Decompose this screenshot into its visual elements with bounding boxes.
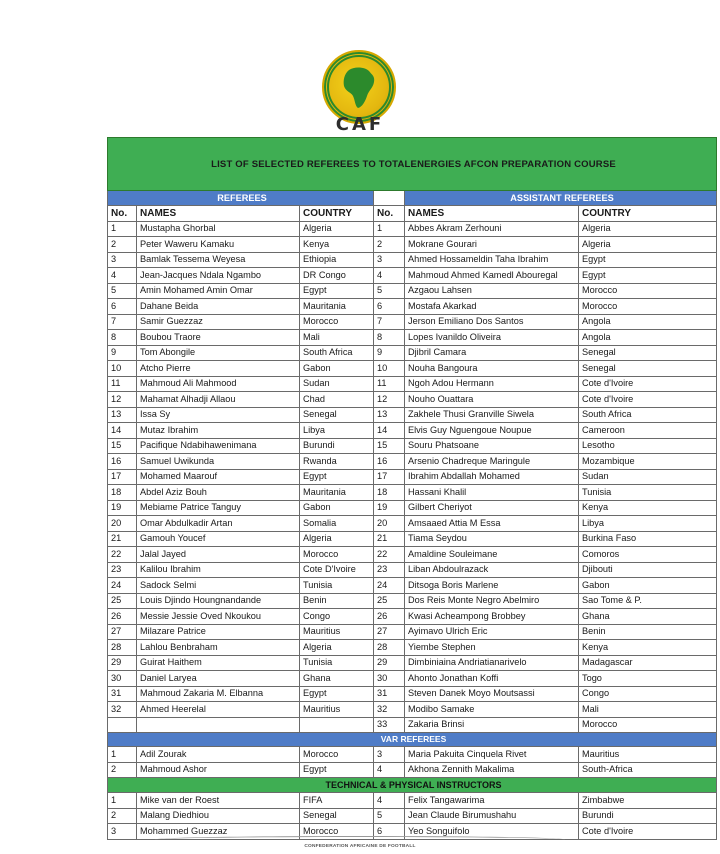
assistant-country: Algeria — [579, 221, 717, 237]
table-row — [108, 640, 717, 656]
var-referees-country-right: South-Africa — [579, 762, 717, 778]
assistant-name: Tiama Seydou — [405, 531, 579, 547]
referee-name: Peter Waweru Kamaku — [137, 237, 300, 253]
assistant-name: Ayimavo Ulrich Eric — [405, 624, 579, 640]
referee-no: 10 — [108, 361, 137, 377]
assistant-country: Senegal — [579, 345, 717, 361]
referee-country: Morocco — [300, 314, 374, 330]
technical-instructors-row — [108, 808, 717, 824]
assistant-no: 7 — [374, 314, 405, 330]
assistant-no: 3 — [374, 252, 405, 268]
referee-country: Egypt — [300, 686, 374, 702]
assistant-no: 26 — [374, 609, 405, 625]
assistant-name: Gilbert Cheriyot — [405, 500, 579, 516]
assistant-no: 14 — [374, 423, 405, 439]
assistant-name: Kwasi Acheampong Brobbey — [405, 609, 579, 625]
referee-name: Milazare Patrice — [137, 624, 300, 640]
referee-no: 13 — [108, 407, 137, 423]
referee-name: Jean-Jacques Ndala Ngambo — [137, 268, 300, 284]
referee-name: Amin Mohamed Amin Omar — [137, 283, 300, 299]
referees-header: REFEREES — [108, 191, 374, 206]
referee-country: Chad — [300, 392, 374, 408]
assistant-no: 15 — [374, 438, 405, 454]
table-row — [108, 407, 717, 423]
referee-no: 16 — [108, 454, 137, 470]
assistant-no: 13 — [374, 407, 405, 423]
referee-no: 27 — [108, 624, 137, 640]
referee-country: Gabon — [300, 361, 374, 377]
referee-name: Atcho Pierre — [137, 361, 300, 377]
assistant-country: Mali — [579, 702, 717, 718]
referee-country: Burundi — [300, 438, 374, 454]
table-row — [108, 345, 717, 361]
assistant-name: Nouho Ouattara — [405, 392, 579, 408]
referee-country: Mauritius — [300, 624, 374, 640]
referee-no: 11 — [108, 376, 137, 392]
assistant-country: Sao Tome & P. — [579, 593, 717, 609]
table-row — [108, 252, 717, 268]
col-no-left: No. — [108, 206, 137, 222]
referee-country: South Africa — [300, 345, 374, 361]
assistant-name: Ahmed Hossameldin Taha Ibrahim — [405, 252, 579, 268]
assistant-no: 19 — [374, 500, 405, 516]
assistant-name: Zakhele Thusi Granville Siwela — [405, 407, 579, 423]
var-referees-no-right: 4 — [374, 762, 405, 778]
caf-logo-text: CAF — [335, 114, 385, 135]
referee-name: Lahlou Benbraham — [137, 640, 300, 656]
referee-no: 20 — [108, 516, 137, 532]
assistant-no: 25 — [374, 593, 405, 609]
footer-arc — [155, 836, 565, 843]
referee-no: 5 — [108, 283, 137, 299]
assistant-name: Steven Danek Moyo Moutsassi — [405, 686, 579, 702]
assistant-country: Kenya — [579, 500, 717, 516]
table-row — [108, 469, 717, 485]
referee-name: Gamouh Youcef — [137, 531, 300, 547]
col-names-left: NAMES — [137, 206, 300, 222]
referee-name: Abdel Aziz Bouh — [137, 485, 300, 501]
table-row — [108, 609, 717, 625]
table-row — [108, 485, 717, 501]
assistant-country: Togo — [579, 671, 717, 687]
assistant-name: Mostafa Akarkad — [405, 299, 579, 315]
referee-name: Jalal Jayed — [137, 547, 300, 563]
assistant-no: 28 — [374, 640, 405, 656]
referee-name: Kalilou Ibrahim — [137, 562, 300, 578]
assistant-no: 12 — [374, 392, 405, 408]
assistant-name: Nouha Bangoura — [405, 361, 579, 377]
assistant-no: 6 — [374, 299, 405, 315]
assistant-country: Benin — [579, 624, 717, 640]
assistant-country: Cote d'Ivoire — [579, 392, 717, 408]
assistant-no: 23 — [374, 562, 405, 578]
table-row — [108, 423, 717, 439]
col-country-right: COUNTRY — [579, 206, 717, 222]
var-referees-row — [108, 762, 717, 778]
referee-country: Somalia — [300, 516, 374, 532]
table-row — [108, 268, 717, 284]
referee-no: 31 — [108, 686, 137, 702]
technical-instructors-no-left: 1 — [108, 793, 137, 809]
table-row — [108, 221, 717, 237]
referee-name: Messie Jessie Oved Nkoukou — [137, 609, 300, 625]
assistant-name: Lopes Ivanildo Oliveira — [405, 330, 579, 346]
assistant-no: 33 — [374, 717, 405, 733]
referee-no — [108, 717, 137, 733]
assistant-country: Morocco — [579, 717, 717, 733]
referee-country: Ethiopia — [300, 252, 374, 268]
assistant-no: 24 — [374, 578, 405, 594]
referee-country: Congo — [300, 609, 374, 625]
referee-no: 3 — [108, 252, 137, 268]
table-row — [108, 562, 717, 578]
assistant-no: 8 — [374, 330, 405, 346]
assistant-no: 31 — [374, 686, 405, 702]
table-row — [108, 717, 717, 733]
referee-name: Mohamed Maarouf — [137, 469, 300, 485]
assistant-country: Burkina Faso — [579, 531, 717, 547]
assistant-country: Cote d'Ivoire — [579, 376, 717, 392]
table-row — [108, 314, 717, 330]
referee-no: 22 — [108, 547, 137, 563]
assistant-no: 11 — [374, 376, 405, 392]
table-row — [108, 531, 717, 547]
referee-no: 30 — [108, 671, 137, 687]
referee-name: Mahmoud Ali Mahmood — [137, 376, 300, 392]
assistant-country: Ghana — [579, 609, 717, 625]
table-row — [108, 500, 717, 516]
referee-no: 7 — [108, 314, 137, 330]
assistant-country: Kenya — [579, 640, 717, 656]
assistant-no: 18 — [374, 485, 405, 501]
technical-instructors-no-right: 6 — [374, 824, 405, 840]
assistant-no: 4 — [374, 268, 405, 284]
table-row — [108, 578, 717, 594]
var-referees-country-left: Egypt — [300, 762, 374, 778]
assistant-no: 16 — [374, 454, 405, 470]
assistant-no: 5 — [374, 283, 405, 299]
referee-name — [137, 717, 300, 733]
referee-no: 23 — [108, 562, 137, 578]
assistant-no: 1 — [374, 221, 405, 237]
referee-name: Mutaz Ibrahim — [137, 423, 300, 439]
assistant-name: Jerson Emiliano Dos Santos — [405, 314, 579, 330]
table-row — [108, 392, 717, 408]
technical-instructors-name-left: Malang Diedhiou — [137, 808, 300, 824]
referee-country: Gabon — [300, 500, 374, 516]
var-referees-no-right: 3 — [374, 747, 405, 763]
assistant-country: Lesotho — [579, 438, 717, 454]
referee-country: Ghana — [300, 671, 374, 687]
var-referees-no-left: 1 — [108, 747, 137, 763]
table-row — [108, 361, 717, 377]
technical-instructors-no-right: 5 — [374, 808, 405, 824]
table-row — [108, 454, 717, 470]
assistant-name: Djibril Camara — [405, 345, 579, 361]
assistant-name: Zakaria Brinsi — [405, 717, 579, 733]
assistant-no: 9 — [374, 345, 405, 361]
referee-no: 24 — [108, 578, 137, 594]
assistant-no: 22 — [374, 547, 405, 563]
referee-country: Egypt — [300, 283, 374, 299]
assistant-name: Liban Abdoulrazack — [405, 562, 579, 578]
technical-instructors-name-right: Jean Claude Birumushahu — [405, 808, 579, 824]
assistant-name: Elvis Guy Nguengoue Noupue — [405, 423, 579, 439]
table-row — [108, 330, 717, 346]
referee-no: 8 — [108, 330, 137, 346]
assistant-country: Gabon — [579, 578, 717, 594]
referee-no: 26 — [108, 609, 137, 625]
technical-instructors-country-right: Cote d'Ivoire — [579, 824, 717, 840]
assistant-country: Morocco — [579, 283, 717, 299]
var-referees-title: VAR REFEREES — [108, 733, 717, 747]
referee-no: 17 — [108, 469, 137, 485]
technical-instructors-name-left: Mike van der Roest — [137, 793, 300, 809]
assistant-country: Congo — [579, 686, 717, 702]
referee-no: 14 — [108, 423, 137, 439]
assistant-name: Arsenio Chadreque Maringule — [405, 454, 579, 470]
table-row — [108, 516, 717, 532]
assistant-country: Djibouti — [579, 562, 717, 578]
assistant-name: Dimbiniaina Andriatianarivelo — [405, 655, 579, 671]
assistant-country: Tunisia — [579, 485, 717, 501]
referee-name: Tom Abongile — [137, 345, 300, 361]
referee-country: Rwanda — [300, 454, 374, 470]
var-referees-name-left: Mahmoud Ashor — [137, 762, 300, 778]
technical-instructors-no-left: 2 — [108, 808, 137, 824]
table-row — [108, 299, 717, 315]
technical-instructors-no-right: 4 — [374, 793, 405, 809]
referee-country: Kenya — [300, 237, 374, 253]
assistant-name: Yiembe Stephen — [405, 640, 579, 656]
referee-name: Samir Guezzaz — [137, 314, 300, 330]
referee-name: Mebiame Patrice Tanguy — [137, 500, 300, 516]
referee-name: Louis Djindo Houngnandande — [137, 593, 300, 609]
col-country-left: COUNTRY — [300, 206, 374, 222]
assistant-country: Angola — [579, 314, 717, 330]
var-referees-header-row — [108, 733, 717, 747]
assistant-name: Modibo Samake — [405, 702, 579, 718]
referee-table — [107, 137, 717, 840]
referee-name: Issa Sy — [137, 407, 300, 423]
referee-name: Mahmoud Zakaria M. Elbanna — [137, 686, 300, 702]
referee-no: 21 — [108, 531, 137, 547]
technical-instructors-country-left: Senegal — [300, 808, 374, 824]
assistant-name: Ahonto Jonathan Koffi — [405, 671, 579, 687]
referee-name: Guirat Haithem — [137, 655, 300, 671]
referee-no: 28 — [108, 640, 137, 656]
assistant-country: Morocco — [579, 299, 717, 315]
table-row — [108, 624, 717, 640]
referee-name: Boubou Traore — [137, 330, 300, 346]
referee-country: DR Congo — [300, 268, 374, 284]
assistant-no: 29 — [374, 655, 405, 671]
referee-no: 2 — [108, 237, 137, 253]
assistant-referees-header: ASSISTANT REFEREES — [405, 191, 717, 206]
var-referees-no-left: 2 — [108, 762, 137, 778]
assistant-no: 10 — [374, 361, 405, 377]
referee-name: Dahane Beida — [137, 299, 300, 315]
assistant-name: Dos Reis Monte Negro Abelmiro — [405, 593, 579, 609]
referee-no: 18 — [108, 485, 137, 501]
referee-country: Mauritius — [300, 702, 374, 718]
table-row — [108, 702, 717, 718]
assistant-country: Comoros — [579, 547, 717, 563]
technical-instructors-name-right: Yeo Songuifolo — [405, 824, 579, 840]
referee-country: Algeria — [300, 221, 374, 237]
table-row — [108, 671, 717, 687]
referee-country: Mauritania — [300, 299, 374, 315]
referee-country: Morocco — [300, 547, 374, 563]
assistant-country: Sudan — [579, 469, 717, 485]
referee-list-sheet — [107, 137, 716, 840]
table-row — [108, 237, 717, 253]
referee-name: Bamlak Tessema Weyesa — [137, 252, 300, 268]
assistant-name: Amsaaed Attia M Essa — [405, 516, 579, 532]
assistant-no: 27 — [374, 624, 405, 640]
referee-name: Mustapha Ghorbal — [137, 221, 300, 237]
assistant-name: Ngoh Adou Hermann — [405, 376, 579, 392]
referee-country: Libya — [300, 423, 374, 439]
assistant-no: 21 — [374, 531, 405, 547]
assistant-name: Ditsoga Boris Marlene — [405, 578, 579, 594]
header-gap — [374, 191, 405, 206]
referee-country: Mali — [300, 330, 374, 346]
referee-country: Cote D'Ivoire — [300, 562, 374, 578]
document-title: LIST OF SELECTED REFEREES TO TOTALENERGIES AFCON PREPARATION COURSE — [108, 138, 717, 191]
assistant-country: South Africa — [579, 407, 717, 423]
referee-country: Mauritania — [300, 485, 374, 501]
referee-no: 29 — [108, 655, 137, 671]
referee-country: Benin — [300, 593, 374, 609]
assistant-name: Mokrane Gourari — [405, 237, 579, 253]
table-row — [108, 655, 717, 671]
referee-country: Sudan — [300, 376, 374, 392]
var-referees-country-right: Mauritius — [579, 747, 717, 763]
col-names-right: NAMES — [405, 206, 579, 222]
referee-name: Pacifique Ndabihawenimana — [137, 438, 300, 454]
referee-no: 4 — [108, 268, 137, 284]
assistant-country: Egypt — [579, 252, 717, 268]
referee-name: Ahmed Heerelal — [137, 702, 300, 718]
table-row — [108, 547, 717, 563]
assistant-country: Egypt — [579, 268, 717, 284]
assistant-name: Souru Phatsoane — [405, 438, 579, 454]
technical-instructors-country-left: FIFA — [300, 793, 374, 809]
caf-logo — [310, 50, 410, 135]
table-row — [108, 376, 717, 392]
referee-country: Algeria — [300, 640, 374, 656]
assistant-country: Senegal — [579, 361, 717, 377]
technical-instructors-country-right: Zimbabwe — [579, 793, 717, 809]
assistant-country: Angola — [579, 330, 717, 346]
var-referees-name-right: Akhona Zennith Makalima — [405, 762, 579, 778]
var-referees-country-left: Morocco — [300, 747, 374, 763]
technical-instructors-country-left: Morocco — [300, 824, 374, 840]
referee-country: Tunisia — [300, 655, 374, 671]
referee-country: Egypt — [300, 469, 374, 485]
africa-globe-icon — [322, 50, 396, 124]
assistant-name: Ibrahim Abdallah Mohamed — [405, 469, 579, 485]
referee-name: Samuel Uwikunda — [137, 454, 300, 470]
technical-instructors-header-row — [108, 778, 717, 793]
assistant-name: Mahmoud Ahmed Kamedl Abouregal — [405, 268, 579, 284]
assistant-no: 30 — [374, 671, 405, 687]
assistant-name: Abbes Akram Zerhouni — [405, 221, 579, 237]
referee-name: Daniel Laryea — [137, 671, 300, 687]
footer-text: CONFEDERATION AFRICAINE DE FOOTBALL — [304, 844, 416, 849]
var-referees-name-left: Adil Zourak — [137, 747, 300, 763]
technical-instructors-no-left: 3 — [108, 824, 137, 840]
referee-no: 19 — [108, 500, 137, 516]
technical-instructors-row — [108, 793, 717, 809]
referee-name: Omar Abdulkadir Artan — [137, 516, 300, 532]
assistant-no: 32 — [374, 702, 405, 718]
referee-no: 1 — [108, 221, 137, 237]
technical-instructors-name-left: Mohammed Guezzaz — [137, 824, 300, 840]
referee-no: 25 — [108, 593, 137, 609]
table-row — [108, 283, 717, 299]
referee-country — [300, 717, 374, 733]
referee-no: 6 — [108, 299, 137, 315]
referee-country: Tunisia — [300, 578, 374, 594]
referee-country: Senegal — [300, 407, 374, 423]
assistant-no: 2 — [374, 237, 405, 253]
referee-country: Algeria — [300, 531, 374, 547]
assistant-name: Azgaou Lahsen — [405, 283, 579, 299]
referee-no: 15 — [108, 438, 137, 454]
assistant-no: 20 — [374, 516, 405, 532]
referee-no: 32 — [108, 702, 137, 718]
table-row — [108, 593, 717, 609]
var-referees-row — [108, 747, 717, 763]
assistant-country: Cameroon — [579, 423, 717, 439]
assistant-no: 17 — [374, 469, 405, 485]
table-row — [108, 438, 717, 454]
assistant-country: Madagascar — [579, 655, 717, 671]
referee-name: Sadock Selmi — [137, 578, 300, 594]
var-referees-name-right: Maria Pakuita Cinquela Rivet — [405, 747, 579, 763]
assistant-country: Libya — [579, 516, 717, 532]
assistant-country: Mozambique — [579, 454, 717, 470]
assistant-name: Hassani Khalil — [405, 485, 579, 501]
assistant-name: Amaldine Souleimane — [405, 547, 579, 563]
assistant-country: Algeria — [579, 237, 717, 253]
referee-name: Mahamat Alhadji Allaou — [137, 392, 300, 408]
referee-no: 9 — [108, 345, 137, 361]
technical-instructors-title: TECHNICAL & PHYSICAL INSTRUCTORS — [108, 778, 717, 793]
technical-instructors-country-right: Burundi — [579, 808, 717, 824]
referee-no: 12 — [108, 392, 137, 408]
technical-instructors-name-right: Felix Tangawarima — [405, 793, 579, 809]
col-no-right: No. — [374, 206, 405, 222]
table-row — [108, 686, 717, 702]
